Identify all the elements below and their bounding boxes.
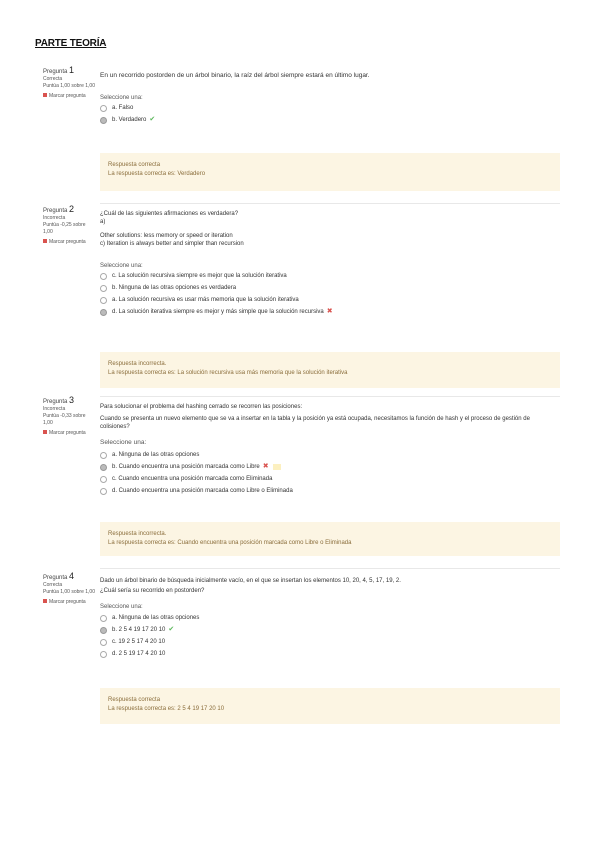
- page-title: PARTE TEORÍA: [35, 38, 107, 49]
- radio-button[interactable]: [100, 627, 107, 634]
- radio-button[interactable]: [100, 309, 107, 316]
- radio-button[interactable]: [100, 273, 107, 280]
- question-label: Pregunta 1: [43, 65, 75, 75]
- question-1: [100, 66, 560, 156]
- question-text-2: Cuando se presenta un nuevo elemento que se va a insertar en la tabla y la posición ya está ocupada, necesitamos la función de hash y el proceso de gestión de colisiones?: [100, 416, 530, 430]
- option-d[interactable]: d. 2 5 19 17 4 20 10: [100, 650, 560, 658]
- question-score: Puntúa 1,00 sobre 1,00: [43, 589, 95, 595]
- question-text-2: ¿Cuál sería su recorrido en postorden?: [100, 588, 205, 594]
- select-label: Seleccione una:: [100, 604, 143, 610]
- radio-button[interactable]: [100, 285, 107, 292]
- question-info-2: [43, 206, 95, 246]
- question-text: Para solucionar el problema del hashing cerrado se recorren las posiciones:: [100, 404, 303, 410]
- option-d[interactable]: d. Cuando encuentra una posición marcada como Libre o Eliminada: [100, 487, 560, 495]
- option-a[interactable]: a. Ninguna de las otras opciones: [100, 614, 560, 622]
- option-a[interactable]: a. Falso: [100, 104, 560, 112]
- radio-button[interactable]: [100, 452, 107, 459]
- option-a[interactable]: a. Ninguna de las otras opciones: [100, 451, 560, 459]
- radio-button[interactable]: [100, 105, 107, 112]
- feedback-title: Respuesta incorrecta.: [108, 361, 167, 367]
- radio-button[interactable]: [100, 117, 107, 124]
- option-c[interactable]: c. 19 2 5 17 4 20 10: [100, 638, 560, 646]
- option-b[interactable]: b. Cuando encuentra una posición marcada como Libre ✖: [100, 463, 560, 471]
- option-b[interactable]: b. 2 5 4 19 17 20 10 ✔: [100, 626, 560, 634]
- highlight-marker: [273, 464, 281, 470]
- question-state: Incorrecta: [43, 406, 66, 412]
- feedback-text: La respuesta correcta es: La solución recursiva usa más memoria que la solución iterativa: [108, 370, 348, 376]
- radio-button[interactable]: [100, 297, 107, 304]
- cross-icon: ✖: [326, 308, 333, 315]
- option-b[interactable]: b. Verdadero ✔: [100, 116, 560, 124]
- flag-question-link[interactable]: Marcar pregunta: [43, 239, 95, 246]
- radio-button[interactable]: [100, 615, 107, 622]
- question-text-3: Other solutions: less memory or speed or iteration: [100, 233, 233, 239]
- question-score: Puntúa -0,25 sobre 1,00: [43, 222, 86, 235]
- feedback-3: [100, 522, 560, 556]
- question-text-4: c) Iteration is always better and simpler than recursion: [100, 241, 244, 247]
- question-state: Correcta: [43, 582, 63, 588]
- question-3: [100, 396, 560, 521]
- select-label: Seleccione una:: [100, 263, 143, 269]
- check-icon: ✔: [149, 116, 156, 123]
- cross-icon: ✖: [262, 463, 269, 470]
- flag-icon: [43, 430, 47, 434]
- question-text: Dado un árbol binario de búsqueda inicialmente vacío, en el que se insertan los elementos 10, 20, 4, 5, 17, 19, 2.: [100, 578, 401, 584]
- option-d[interactable]: d. La solución iterativa siempre es mejor y más simple que la solución recursiva ✖: [100, 308, 560, 316]
- feedback-text: La respuesta correcta es: Verdadero: [108, 171, 206, 177]
- radio-button[interactable]: [100, 639, 107, 646]
- question-score: Puntúa -0,33 sobre 1,00: [43, 413, 86, 426]
- question-score: Puntúa 1,00 sobre 1,00: [43, 83, 95, 89]
- question-info-1: [43, 67, 95, 100]
- check-icon: ✔: [168, 626, 175, 633]
- option-a[interactable]: a. La solución recursiva es usar más memoria que la solución iterativa: [100, 296, 560, 304]
- question-label: Pregunta 3: [43, 395, 75, 405]
- feedback-text: La respuesta correcta es: 2 5 4 19 17 20 10: [108, 706, 225, 712]
- question-text: ¿Cuál de las siguientes afirmaciones es verdadera?: [100, 211, 239, 217]
- option-c[interactable]: c. Cuando encuentra una posición marcada como Eliminada: [100, 475, 560, 483]
- question-info-4: [43, 573, 95, 606]
- flag-question-link[interactable]: Marcar pregunta: [43, 430, 95, 437]
- feedback-title: Respuesta incorrecta.: [108, 531, 167, 537]
- option-c[interactable]: c. La solución recursiva siempre es mejor que la solución iterativa: [100, 272, 560, 280]
- feedback-4: [100, 688, 560, 724]
- feedback-1: [100, 153, 560, 191]
- question-state: Correcta: [43, 76, 63, 82]
- feedback-text: La respuesta correcta es: Cuando encuentra una posición marcada como Libre o Eliminada: [108, 540, 352, 546]
- flag-icon: [43, 239, 47, 243]
- feedback-title: Respuesta correcta: [108, 162, 161, 168]
- flag-icon: [43, 599, 47, 603]
- radio-button[interactable]: [100, 464, 107, 471]
- question-info-3: [43, 397, 95, 437]
- radio-button[interactable]: [100, 488, 107, 495]
- feedback-title: Respuesta correcta: [108, 697, 161, 703]
- select-label: Seleccione una:: [100, 95, 143, 101]
- radio-button[interactable]: [100, 651, 107, 658]
- question-text: En un recorrido postorden de un árbol binario, la raíz del árbol siempre estará en último lugar.: [100, 72, 370, 79]
- flag-question-link[interactable]: Marcar pregunta: [43, 599, 95, 606]
- question-label: Pregunta 4: [43, 571, 75, 581]
- question-2: [100, 203, 560, 352]
- question-label: Pregunta 2: [43, 204, 75, 214]
- question-state: Incorrecta: [43, 215, 66, 221]
- question-4: [100, 568, 560, 689]
- radio-button[interactable]: [100, 476, 107, 483]
- option-b[interactable]: b. Ninguna de las otras opciones es verdadera: [100, 284, 560, 292]
- question-text-2: a): [100, 219, 106, 225]
- flag-question-link[interactable]: Marcar pregunta: [43, 93, 95, 100]
- select-label: Seleccione una:: [100, 439, 147, 446]
- feedback-2: [100, 352, 560, 388]
- flag-icon: [43, 93, 47, 97]
